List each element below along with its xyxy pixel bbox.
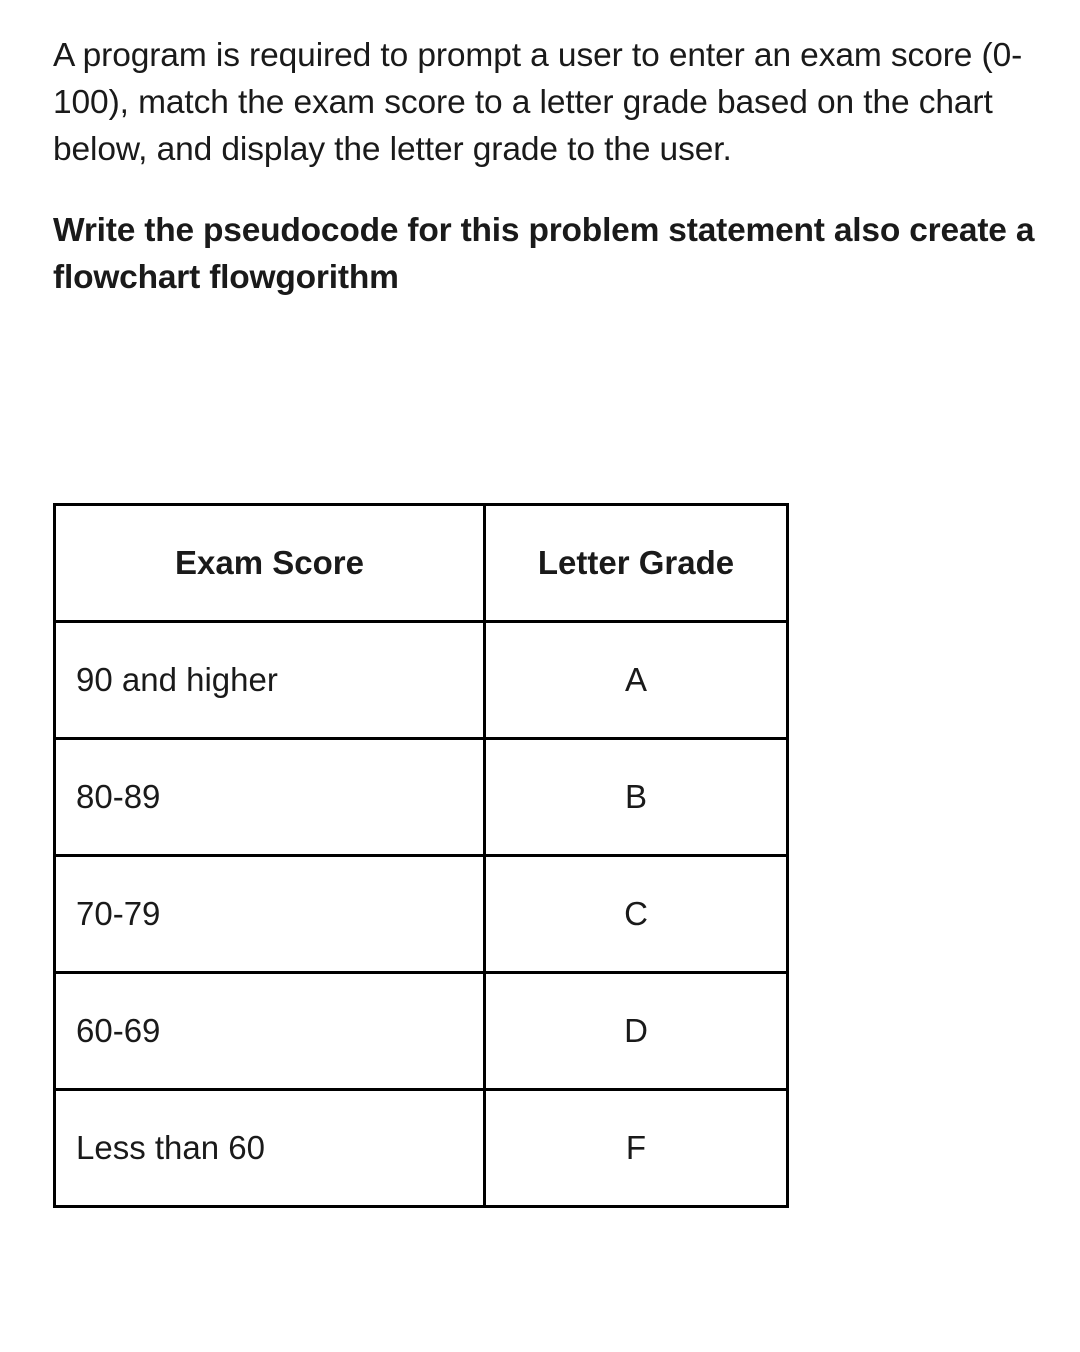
grade-table <box>53 503 789 1208</box>
letter-grade-cell: D <box>485 973 788 1090</box>
score-range-cell: 70-79 <box>55 856 485 973</box>
letter-grade-cell: B <box>485 739 788 856</box>
table-row <box>55 973 788 1090</box>
table-row <box>55 1090 788 1207</box>
task-instruction-text: Write the pseudocode for this problem statement also create a flowchart flowgorithm <box>53 212 1035 296</box>
score-range-cell: 80-89 <box>55 739 485 856</box>
table-header-row <box>55 505 788 622</box>
letter-grade-cell: F <box>485 1090 788 1207</box>
score-range-cell: 90 and higher <box>55 622 485 739</box>
score-range-cell: 60-69 <box>55 973 485 1090</box>
letter-grade-cell: A <box>485 622 788 739</box>
table-row <box>55 856 788 973</box>
score-range-cell: Less than 60 <box>55 1090 485 1207</box>
table-row <box>55 739 788 856</box>
problem-statement <box>53 32 1043 301</box>
header-letter-grade: Letter Grade <box>485 505 788 622</box>
problem-intro-text: A program is required to prompt a user to enter an exam score (0-100), match the exam score to a letter grade based on the chart below, and display the letter grade to the user. <box>53 37 1023 168</box>
header-exam-score: Exam Score <box>55 505 485 622</box>
table-row <box>55 622 788 739</box>
letter-grade-cell: C <box>485 856 788 973</box>
